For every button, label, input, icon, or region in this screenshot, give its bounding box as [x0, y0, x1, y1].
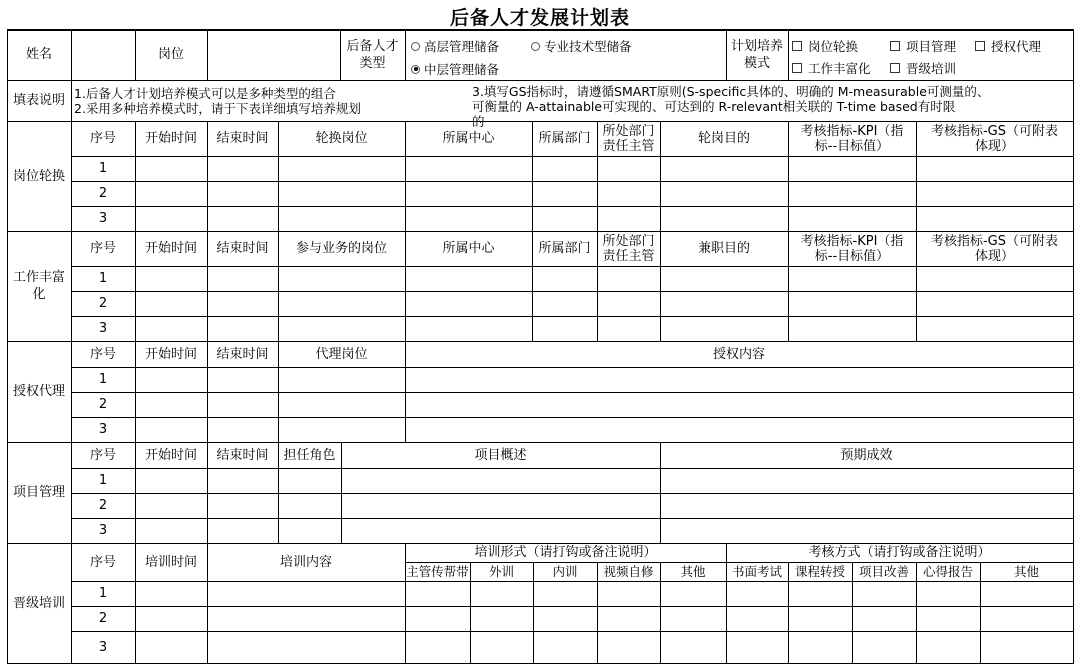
- plan-mode-option-label: 晋级培训: [906, 61, 957, 76]
- col-header-rotation: 考核指标-GS（可附表体现）: [930, 123, 1059, 154]
- table-cell[interactable]: [278, 468, 341, 493]
- table-cell[interactable]: [207, 156, 278, 181]
- training-form-col-header: 其他: [680, 564, 706, 579]
- table-cell[interactable]: [597, 606, 660, 631]
- table-cell[interactable]: [278, 392, 405, 417]
- table-cell[interactable]: [597, 631, 660, 663]
- col-header-rotation: 序号: [89, 131, 116, 146]
- checkbox-icon[interactable]: [890, 63, 900, 73]
- table-cell[interactable]: [597, 156, 660, 181]
- table-cell[interactable]: [852, 631, 916, 663]
- plan-mode-option-label: 项目管理: [906, 39, 957, 54]
- table-cell[interactable]: [788, 631, 852, 663]
- talent-type-option-label: 中层管理储备: [424, 62, 500, 77]
- row-number-enrichment: 3: [98, 321, 108, 336]
- talent-type-label: 后备人才类型: [346, 38, 399, 71]
- table-cell[interactable]: [852, 606, 916, 631]
- table-cell[interactable]: [916, 581, 980, 606]
- table-cell[interactable]: [207, 417, 278, 442]
- table-cell[interactable]: [533, 581, 597, 606]
- table-cell[interactable]: [207, 206, 278, 231]
- col-header-delegation: 结束时间: [216, 346, 269, 362]
- training-form-col-header: 内训: [552, 564, 578, 579]
- col-header-delegation: 代理岗位: [315, 346, 368, 362]
- table-cell[interactable]: [405, 581, 470, 606]
- table-cell[interactable]: [135, 468, 207, 493]
- row-number-enrichment: 1: [98, 271, 108, 286]
- table-cell[interactable]: [980, 606, 1073, 631]
- talent-type-option[interactable]: [531, 37, 632, 55]
- table-cell[interactable]: [405, 181, 532, 206]
- grid-line: [7, 663, 1074, 664]
- training-form-col-header: 外训: [488, 564, 514, 579]
- radio-button-icon[interactable]: [411, 65, 420, 74]
- table-cell[interactable]: [207, 606, 405, 631]
- table-cell[interactable]: [532, 181, 597, 206]
- assessment-col-header: 项目改善: [858, 564, 909, 579]
- table-cell[interactable]: [660, 206, 788, 231]
- table-cell[interactable]: [207, 493, 278, 518]
- table-cell[interactable]: [135, 518, 207, 543]
- col-header-promotion: 序号: [89, 554, 116, 570]
- table-cell[interactable]: [660, 291, 788, 316]
- col-header-rotation: 所属部门: [538, 131, 591, 146]
- table-cell[interactable]: [726, 606, 788, 631]
- table-cell[interactable]: [135, 493, 207, 518]
- checkbox-icon[interactable]: [792, 63, 802, 73]
- table-cell[interactable]: [597, 291, 660, 316]
- table-cell[interactable]: [135, 581, 207, 606]
- table-cell[interactable]: [207, 468, 278, 493]
- table-cell[interactable]: [916, 206, 1073, 231]
- table-cell[interactable]: [660, 493, 1073, 518]
- sheet-title: 后备人才发展计划表: [449, 7, 630, 29]
- table-cell[interactable]: [980, 581, 1073, 606]
- col-header-rotation: 考核指标-KPI（指标--目标值）: [800, 123, 904, 154]
- checkbox-icon[interactable]: [975, 41, 985, 51]
- table-cell[interactable]: [278, 316, 405, 341]
- table-cell[interactable]: [470, 581, 533, 606]
- table-cell[interactable]: [135, 392, 207, 417]
- plan-mode-option[interactable]: [890, 59, 956, 77]
- table-cell[interactable]: [135, 291, 207, 316]
- talent-type-option-label: 高层管理储备: [424, 39, 500, 54]
- table-cell[interactable]: [207, 266, 278, 291]
- col-header-project: 项目概述: [474, 447, 527, 463]
- table-cell[interactable]: [278, 181, 405, 206]
- table-cell[interactable]: [788, 291, 916, 316]
- table-cell[interactable]: [207, 581, 405, 606]
- training-form-group-header: 培训形式（请打钩或备注说明）: [474, 545, 657, 560]
- table-cell[interactable]: [788, 156, 916, 181]
- table-cell[interactable]: [532, 206, 597, 231]
- col-header-delegation: 序号: [89, 346, 116, 362]
- row-number-delegation: 1: [98, 372, 108, 387]
- table-cell[interactable]: [788, 181, 916, 206]
- table-cell[interactable]: [405, 606, 470, 631]
- table-cell[interactable]: [135, 156, 207, 181]
- row-number-rotation: 3: [98, 211, 108, 226]
- col-header-rotation: 轮岗目的: [697, 131, 750, 146]
- plan-mode-option-label: 工作丰富化: [808, 61, 871, 76]
- col-header-enrichment: 考核指标-KPI（指标--目标值）: [800, 233, 904, 264]
- table-cell[interactable]: [135, 316, 207, 341]
- position-label: 岗位: [157, 47, 184, 62]
- table-cell[interactable]: [405, 291, 532, 316]
- col-header-project: 开始时间: [144, 447, 197, 463]
- training-form-col-header: 视频自修: [603, 564, 654, 579]
- table-cell[interactable]: [341, 493, 660, 518]
- table-cell[interactable]: [660, 631, 726, 663]
- table-cell[interactable]: [532, 291, 597, 316]
- table-cell[interactable]: [660, 468, 1073, 493]
- table-cell[interactable]: [660, 181, 788, 206]
- row-number-project: 1: [98, 473, 108, 488]
- table-cell[interactable]: [532, 316, 597, 341]
- table-cell[interactable]: [597, 181, 660, 206]
- col-header-rotation: 所处部门责任主管: [602, 123, 655, 154]
- table-cell[interactable]: [532, 156, 597, 181]
- table-cell[interactable]: [278, 291, 405, 316]
- table-cell[interactable]: [405, 392, 1073, 417]
- assessment-col-header: 课程转授: [794, 564, 845, 579]
- row-number-promotion: 3: [98, 639, 108, 655]
- instruction-overflow-clip: [472, 114, 502, 129]
- row-number-promotion: 1: [98, 586, 108, 601]
- row-number-rotation: 2: [98, 186, 108, 201]
- table-cell[interactable]: [532, 266, 597, 291]
- talent-type-option-label: 专业技术型储备: [544, 39, 632, 54]
- table-cell[interactable]: [207, 518, 278, 543]
- table-cell[interactable]: [135, 631, 207, 663]
- name-value[interactable]: [71, 29, 135, 80]
- row-number-enrichment: 2: [98, 296, 108, 311]
- table-cell[interactable]: [135, 367, 207, 392]
- col-header-promotion: 培训内容: [279, 554, 332, 570]
- instruction-line-3b: 可衡量的 A-attainable可实现的、可达到的 R-relevant相关联的 T-time based有时限: [472, 99, 956, 114]
- table-cell[interactable]: [660, 518, 1073, 543]
- col-header-delegation: 开始时间: [144, 346, 197, 362]
- table-cell[interactable]: [135, 606, 207, 631]
- table-cell[interactable]: [207, 291, 278, 316]
- table-cell[interactable]: [405, 316, 532, 341]
- instruction-line-2: 2.采用多种培养模式时，请于下表详细填写培养规划: [74, 101, 361, 116]
- table-cell[interactable]: [726, 581, 788, 606]
- table-cell[interactable]: [660, 316, 788, 341]
- radio-button-icon[interactable]: [531, 42, 540, 51]
- grid-line: [405, 29, 406, 81]
- col-header-enrichment: 所属中心: [442, 241, 495, 256]
- col-header-enrichment: 序号: [89, 241, 116, 256]
- table-cell[interactable]: [405, 156, 532, 181]
- talent-type-option[interactable]: [411, 37, 499, 55]
- table-cell[interactable]: [916, 266, 1073, 291]
- section-label-promotion: 晋级培训: [12, 595, 65, 611]
- table-cell[interactable]: [207, 392, 278, 417]
- table-cell[interactable]: [916, 631, 980, 663]
- table-cell[interactable]: [278, 156, 405, 181]
- assessment-col-header: 心得报告: [922, 564, 973, 579]
- table-cell[interactable]: [533, 606, 597, 631]
- section-label-rotation: 岗位轮换: [12, 168, 65, 184]
- plan-mode-option[interactable]: [792, 59, 871, 77]
- table-cell[interactable]: [788, 606, 852, 631]
- table-cell[interactable]: [788, 266, 916, 291]
- assessment-group-header: 考核方式（请打钩或备注说明）: [808, 545, 991, 560]
- training-form-col-header: 主管传帮带: [406, 564, 469, 579]
- table-cell[interactable]: [916, 181, 1073, 206]
- section-label-enrichment: 工作丰富化: [12, 270, 65, 302]
- col-header-project: 预期成效: [840, 447, 893, 463]
- col-header-enrichment: 参与业务的岗位: [295, 241, 387, 256]
- table-cell[interactable]: [660, 266, 788, 291]
- table-cell[interactable]: [278, 266, 405, 291]
- table-cell[interactable]: [660, 581, 726, 606]
- col-header-delegation: 授权内容: [712, 346, 765, 362]
- table-cell[interactable]: [597, 316, 660, 341]
- row-number-promotion: 2: [98, 611, 108, 626]
- col-header-enrichment: 兼职目的: [697, 241, 750, 256]
- row-number-delegation: 3: [98, 422, 108, 437]
- table-cell[interactable]: [135, 206, 207, 231]
- table-cell[interactable]: [980, 631, 1073, 663]
- table-cell[interactable]: [726, 631, 788, 663]
- table-cell[interactable]: [405, 266, 532, 291]
- col-header-rotation: 所属中心: [442, 131, 495, 146]
- table-cell[interactable]: [207, 631, 405, 663]
- position-value[interactable]: [207, 29, 340, 80]
- table-cell[interactable]: [135, 266, 207, 291]
- col-header-enrichment: 开始时间: [144, 241, 197, 256]
- table-cell[interactable]: [135, 181, 207, 206]
- col-header-rotation: 轮换岗位: [315, 131, 368, 146]
- table-cell[interactable]: [470, 631, 533, 663]
- table-cell[interactable]: [405, 367, 1073, 392]
- col-header-rotation: 开始时间: [144, 131, 197, 146]
- table-cell[interactable]: [470, 606, 533, 631]
- table-cell[interactable]: [597, 581, 660, 606]
- row-number-rotation: 1: [98, 161, 108, 176]
- plan-mode-label: 计划培养模式: [730, 38, 783, 71]
- table-cell[interactable]: [788, 316, 916, 341]
- instruction-line-3a: 3.填写GS指标时，请遵循SMART原则(S-specific具体的、明确的 M-measurable可测量的、: [472, 84, 990, 99]
- table-cell[interactable]: [341, 518, 660, 543]
- instructions-label: 填表说明: [12, 93, 65, 108]
- table-cell[interactable]: [278, 417, 405, 442]
- col-header-rotation: 结束时间: [216, 131, 269, 146]
- table-cell[interactable]: [916, 156, 1073, 181]
- col-header-enrichment: 所属部门: [538, 241, 591, 256]
- col-header-project: 结束时间: [216, 447, 269, 463]
- table-cell[interactable]: [788, 581, 852, 606]
- table-cell[interactable]: [278, 518, 341, 543]
- assessment-col-header: 书面考试: [731, 564, 782, 579]
- table-cell[interactable]: [597, 206, 660, 231]
- grid-line: [1073, 29, 1074, 664]
- radio-button-icon[interactable]: [411, 42, 420, 51]
- table-cell[interactable]: [660, 606, 726, 631]
- table-cell[interactable]: [916, 316, 1073, 341]
- talent-type-option[interactable]: [411, 60, 499, 78]
- instruction-line-3c: 的: [472, 114, 485, 129]
- plan-mode-option-label: 授权代理: [991, 39, 1042, 54]
- table-cell[interactable]: [278, 206, 405, 231]
- row-number-project: 2: [98, 498, 108, 513]
- table-cell[interactable]: [852, 581, 916, 606]
- row-number-project: 3: [98, 523, 108, 538]
- table-cell[interactable]: [278, 367, 405, 392]
- table-cell[interactable]: [788, 206, 916, 231]
- table-cell[interactable]: [916, 291, 1073, 316]
- row-number-delegation: 2: [98, 397, 108, 412]
- col-header-enrichment: 所处部门责任主管: [602, 233, 655, 264]
- checkbox-icon[interactable]: [792, 41, 802, 51]
- col-header-promotion: 培训时间: [144, 554, 197, 570]
- table-cell[interactable]: [533, 631, 597, 663]
- table-cell[interactable]: [278, 493, 341, 518]
- table-cell[interactable]: [207, 367, 278, 392]
- col-header-enrichment: 考核指标-GS（可附表体现）: [930, 233, 1059, 264]
- col-header-project: 序号: [89, 447, 116, 463]
- col-header-enrichment: 结束时间: [216, 241, 269, 256]
- table-cell[interactable]: [207, 316, 278, 341]
- table-cell[interactable]: [405, 417, 1073, 442]
- grid-line: [7, 80, 1074, 81]
- table-cell[interactable]: [597, 266, 660, 291]
- checkbox-icon[interactable]: [890, 41, 900, 51]
- plan-mode-option[interactable]: [890, 37, 956, 55]
- instruction-line-1: 1.后备人才计划培养模式可以是多种类型的组合: [74, 86, 336, 101]
- assessment-col-header: 其他: [1013, 564, 1039, 579]
- plan-mode-option[interactable]: [975, 37, 1041, 55]
- plan-mode-option-label: 岗位轮换: [808, 39, 859, 54]
- table-cell[interactable]: [135, 417, 207, 442]
- section-label-delegation: 授权代理: [12, 384, 65, 399]
- table-cell[interactable]: [405, 631, 470, 663]
- table-cell[interactable]: [405, 206, 532, 231]
- table-cell[interactable]: [916, 606, 980, 631]
- col-header-project: 担任角色: [283, 447, 336, 463]
- table-cell[interactable]: [660, 156, 788, 181]
- plan-mode-option[interactable]: [792, 37, 858, 55]
- grid-line: [788, 29, 789, 81]
- table-cell[interactable]: [341, 468, 660, 493]
- grid-line: [71, 80, 72, 122]
- section-label-project: 项目管理: [12, 485, 65, 500]
- name-label: 姓名: [25, 47, 52, 62]
- table-cell[interactable]: [207, 181, 278, 206]
